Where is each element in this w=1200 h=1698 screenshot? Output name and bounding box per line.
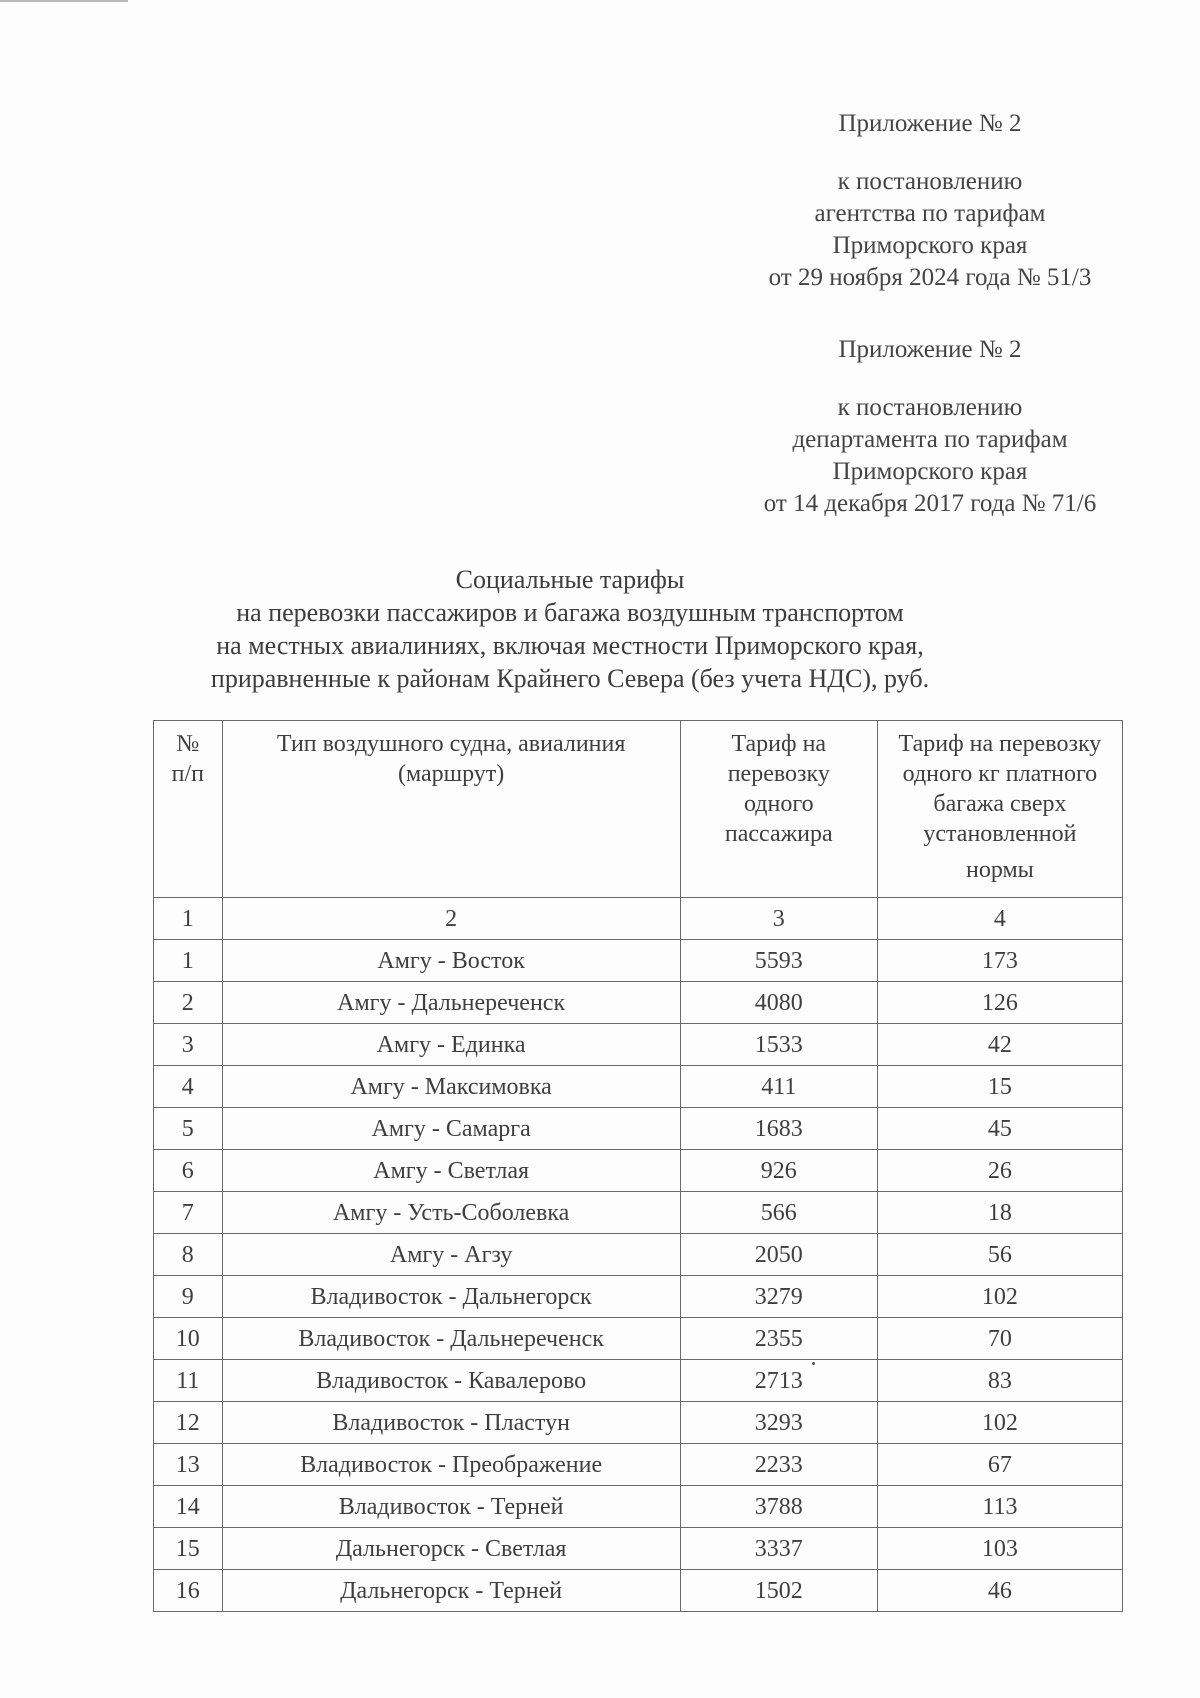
route-cell: Амгу - Усть-Соболевка [222,1192,680,1234]
appendix-current-block [720,108,1140,294]
baggage-tariff-cell: 113 [877,1486,1122,1528]
row-number: 11 [154,1360,223,1402]
appendix-line: агентства по тарифам [814,200,1046,227]
route-cell: Амгу - Самарга [222,1108,680,1150]
baggage-tariff-cell: 173 [877,940,1122,982]
table-row [154,1066,1123,1108]
passenger-tariff-cell: 2355 [680,1318,877,1360]
table-row [154,1276,1123,1318]
row-number: 8 [154,1234,223,1276]
passenger-tariff-cell: 1683 [680,1108,877,1150]
row-number: 5 [154,1108,223,1150]
passenger-tariff-cell: 411 [680,1066,877,1108]
baggage-tariff-cell: 70 [877,1318,1122,1360]
route-cell: Владивосток - Преображение [222,1444,680,1486]
route-cell: Владивосток - Пластун [222,1402,680,1444]
row-number: 2 [154,982,223,1024]
appendix-line: Приморского края [832,458,1028,485]
appendix-line: Приморского края [832,232,1028,259]
route-cell: Амгу - Восток [222,940,680,982]
header-no-line: № [176,731,200,757]
table-row [154,1360,1123,1402]
header-baggage-line: багажа сверх [933,791,1067,817]
baggage-tariff-cell: 42 [877,1024,1122,1066]
table-row [154,1108,1123,1150]
table-header-row [154,721,1123,898]
baggage-tariff-cell: 56 [877,1234,1122,1276]
baggage-tariff-cell: 67 [877,1444,1122,1486]
passenger-tariff-cell: 566 [680,1192,877,1234]
appendix-line: департамента по тарифам [792,426,1068,453]
title-line: приравненные к районам Крайнего Севера (без учета НДС), руб. [210,664,930,693]
header-baggage-line: одного кг платного [902,761,1098,787]
table-row [154,940,1123,982]
route-cell: Дальнегорск - Светлая [222,1528,680,1570]
row-number: 12 [154,1402,223,1444]
row-number: 16 [154,1570,223,1612]
table-row [154,1486,1123,1528]
baggage-tariff-cell: 46 [877,1570,1122,1612]
scan-speck [812,1362,815,1365]
row-number: 10 [154,1318,223,1360]
tariff-table [153,720,1123,1612]
header-passenger-tariff [680,721,877,898]
header-passenger-line: пассажира [724,821,833,847]
passenger-tariff-cell: 3337 [680,1528,877,1570]
column-number-row [154,898,1123,940]
header-baggage-line: нормы [966,857,1034,883]
route-cell: Владивосток - Терней [222,1486,680,1528]
row-number: 14 [154,1486,223,1528]
route-cell: Амгу - Максимовка [222,1066,680,1108]
passenger-tariff-cell: 926 [680,1150,877,1192]
baggage-tariff-cell: 26 [877,1150,1122,1192]
header-route-line: Тип воздушного судна, авиалиния [276,731,626,757]
baggage-tariff-cell: 15 [877,1066,1122,1108]
column-number: 4 [877,898,1122,940]
appendix-date-line: от 29 ноября 2024 года № 51/3 [768,264,1092,291]
baggage-tariff-cell: 102 [877,1276,1122,1318]
table-row [154,1444,1123,1486]
route-cell: Амгу - Дальнереченск [222,982,680,1024]
column-number: 3 [680,898,877,940]
row-number: 6 [154,1150,223,1192]
appendix-line: к постановлению [837,168,1023,195]
header-baggage-line: Тариф на перевозку [898,731,1102,757]
passenger-tariff-cell: 2713 [680,1360,877,1402]
table-row [154,1150,1123,1192]
passenger-tariff-cell: 3293 [680,1402,877,1444]
header-baggage-tariff [877,721,1122,898]
title-line: на местных авиалиниях, включая местности Приморского края, [216,631,924,660]
row-number: 4 [154,1066,223,1108]
header-baggage-line: установленной [923,821,1077,847]
route-cell: Владивосток - Дальнереченск [222,1318,680,1360]
table-row [154,1192,1123,1234]
appendix-date-line: от 14 декабря 2017 года № 71/6 [763,490,1097,517]
route-cell: Амгу - Единка [222,1024,680,1066]
passenger-tariff-cell: 4080 [680,982,877,1024]
route-cell: Амгу - Светлая [222,1150,680,1192]
header-passenger-line: одного [743,791,814,817]
passenger-tariff-cell: 2050 [680,1234,877,1276]
passenger-tariff-cell: 3279 [680,1276,877,1318]
passenger-tariff-cell: 1502 [680,1570,877,1612]
table-row [154,1234,1123,1276]
table-row [154,1024,1123,1066]
route-cell: Дальнегорск - Терней [222,1570,680,1612]
appendix-heading: Приложение № 2 [838,336,1022,363]
baggage-tariff-cell: 102 [877,1402,1122,1444]
column-number: 1 [154,898,223,940]
row-number: 15 [154,1528,223,1570]
row-number: 13 [154,1444,223,1486]
baggage-tariff-cell: 103 [877,1528,1122,1570]
baggage-tariff-cell: 83 [877,1360,1122,1402]
route-cell: Владивосток - Кавалерово [222,1360,680,1402]
header-route-line: (маршрут) [397,761,505,787]
header-route [222,721,680,898]
passenger-tariff-cell: 5593 [680,940,877,982]
table-body [154,898,1123,1612]
row-number: 9 [154,1276,223,1318]
header-passenger-line: перевозку [727,761,830,787]
appendix-line: к постановлению [837,394,1023,421]
header-passenger-line: Тариф на [731,731,827,757]
passenger-tariff-cell: 3788 [680,1486,877,1528]
baggage-tariff-cell: 45 [877,1108,1122,1150]
baggage-tariff-cell: 126 [877,982,1122,1024]
header-no [154,721,223,898]
passenger-tariff-cell: 1533 [680,1024,877,1066]
table-row [154,1318,1123,1360]
title-line: на перевозки пассажиров и багажа воздушным транспортом [236,598,904,627]
header-no-line: п/п [171,761,204,787]
appendix-heading: Приложение № 2 [838,110,1022,137]
passenger-tariff-cell: 2233 [680,1444,877,1486]
row-number: 7 [154,1192,223,1234]
column-number: 2 [222,898,680,940]
scan-edge-mark [0,0,128,2]
table-row [154,1528,1123,1570]
row-number: 3 [154,1024,223,1066]
table-row [154,982,1123,1024]
document-title [150,563,990,695]
table-row [154,1570,1123,1612]
baggage-tariff-cell: 18 [877,1192,1122,1234]
route-cell: Владивосток - Дальнегорск [222,1276,680,1318]
route-cell: Амгу - Агзу [222,1234,680,1276]
row-number: 1 [154,940,223,982]
appendix-original-block [720,334,1140,520]
table-row [154,1402,1123,1444]
title-line: Социальные тарифы [455,565,685,594]
